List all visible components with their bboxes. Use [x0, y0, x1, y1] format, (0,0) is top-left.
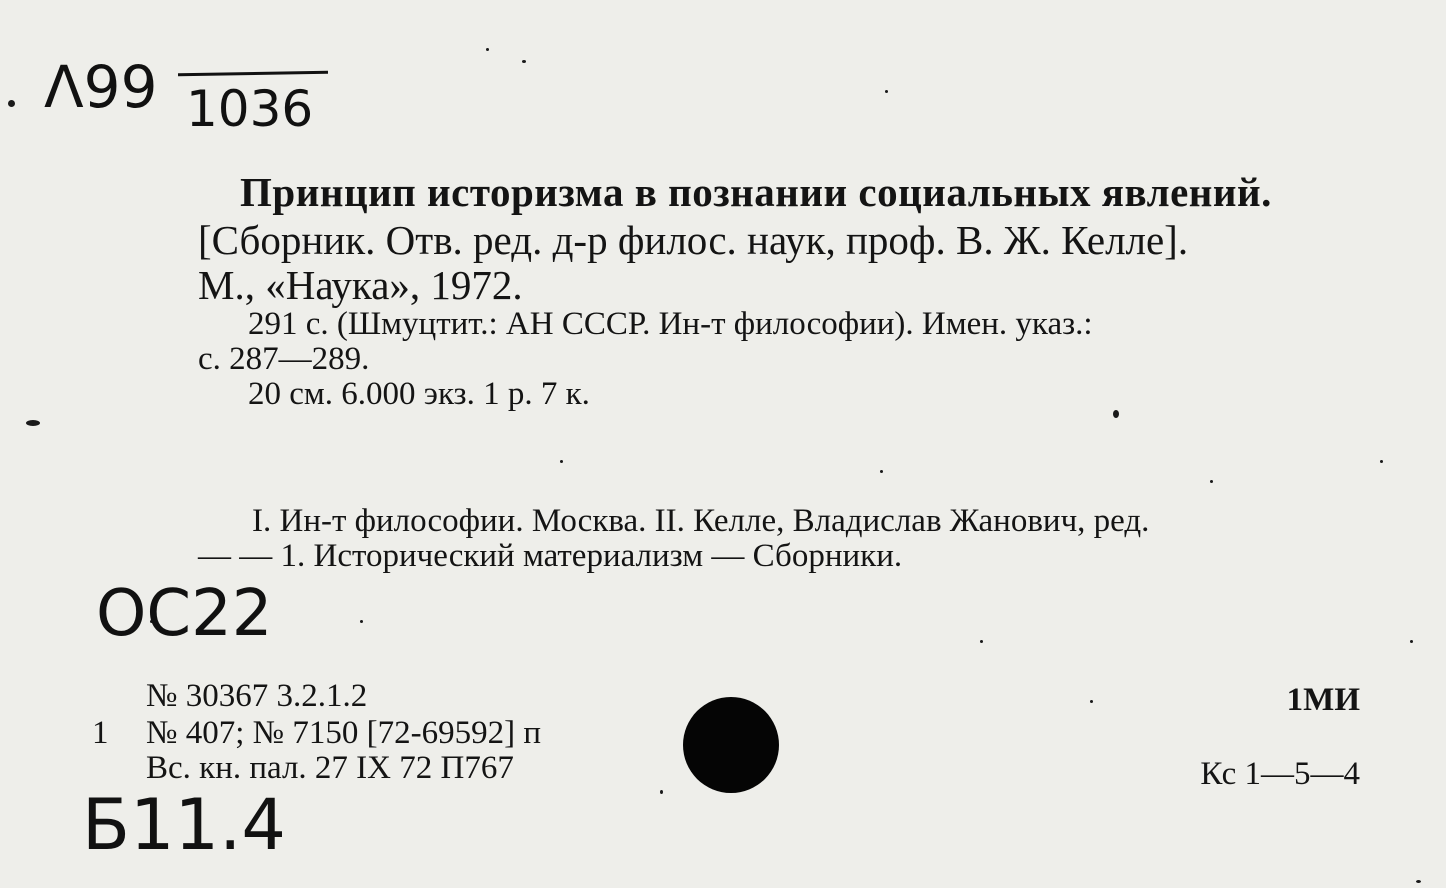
speck	[885, 90, 888, 93]
speck	[1410, 640, 1413, 643]
speck	[1416, 880, 1421, 883]
speck	[1380, 460, 1383, 463]
entry-index-pages: с. 287—289.	[198, 341, 370, 377]
call-number-suffix: 1036	[186, 80, 314, 138]
speck	[880, 470, 883, 473]
speck	[980, 640, 983, 643]
footer-ks-code: Кс 1—5—4	[1200, 756, 1360, 792]
entry-editor-line: [Сборник. Отв. ред. д-р филос. наук, проф. В. Ж. Келле].	[198, 217, 1189, 263]
speck	[486, 48, 489, 51]
book-title: Принцип историзма в познании социальных явлений.	[240, 169, 1272, 215]
handwritten-code-oc22: ОС22	[96, 577, 273, 651]
footer-order-numbers: № 407; № 7150 [72-69592] п	[146, 715, 542, 751]
footer-record-number: № 30367 3.2.1.2	[146, 678, 368, 714]
punch-hole	[683, 697, 779, 793]
speck	[1113, 410, 1119, 418]
speck	[360, 620, 363, 623]
tracing-line-1: I. Ин-т философии. Москва. II. Келле, Владислав Жанович, ред.	[252, 503, 1150, 539]
footer-chamber-info: Вс. кн. пал. 27 IX 72 П767	[146, 750, 514, 786]
speck	[1210, 480, 1213, 483]
speck	[560, 460, 563, 463]
entry-imprint-line: М., «Наука», 1972.	[198, 262, 523, 308]
entry-collation-line: 291 с. (Шмуцтит.: АН СССР. Ин-т философии). Имен. указ.:	[248, 306, 1093, 342]
footer-count: 1	[92, 715, 109, 751]
footer-code-1mi: 1МИ	[1286, 682, 1360, 718]
speck	[8, 100, 15, 107]
speck	[660, 790, 663, 794]
handwritten-code-b11-4: Б11.4	[82, 784, 286, 866]
speck	[26, 420, 40, 426]
tracing-line-2: — — 1. Исторический материализм — Сборники.	[198, 538, 903, 574]
speck	[522, 60, 526, 63]
call-number-fraction-line	[178, 71, 328, 77]
entry-size-price: 20 см. 6.000 экз. 1 р. 7 к.	[248, 376, 590, 412]
call-number-prefix: Λ99	[44, 53, 158, 121]
speck	[1090, 700, 1093, 703]
